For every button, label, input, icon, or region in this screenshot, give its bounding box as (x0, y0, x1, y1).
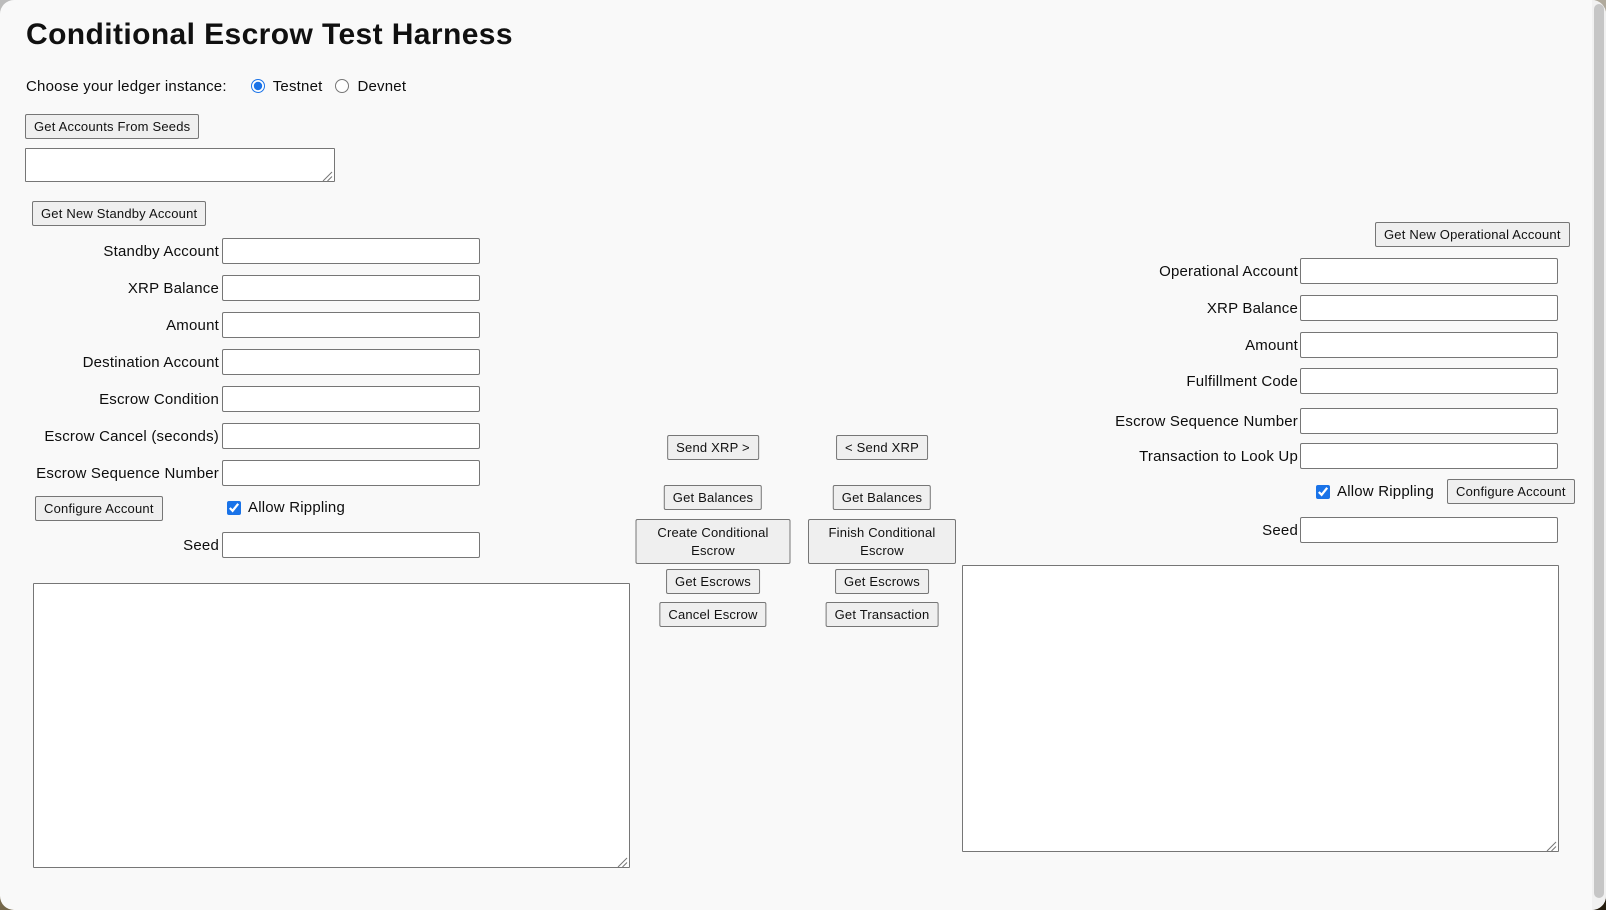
create-conditional-escrow-button[interactable]: Create Conditional Escrow (636, 519, 791, 564)
get-new-standby-account-button[interactable]: Get New Standby Account (32, 201, 206, 226)
get-new-operational-account-button[interactable]: Get New Operational Account (1375, 222, 1570, 247)
cancel-escrow-button[interactable]: Cancel Escrow (659, 602, 766, 627)
form-row (0, 460, 480, 486)
standby-account-field[interactable] (222, 238, 480, 264)
operational-amount-field[interactable] (1300, 332, 1558, 358)
form-row (1040, 408, 1558, 434)
operational-allow-rippling-checkbox[interactable] (1316, 485, 1330, 499)
operational-escrow-sequence-label: Escrow Sequence Number (1115, 412, 1298, 430)
form-row (1040, 517, 1558, 543)
form-row (0, 312, 480, 338)
standby-configure-account-button[interactable]: Configure Account (35, 496, 163, 521)
get-accounts-from-seeds-button[interactable]: Get Accounts From Seeds (25, 114, 199, 139)
vertical-scrollbar[interactable] (1592, 0, 1606, 910)
get-escrows-standby-button[interactable]: Get Escrows (666, 569, 760, 594)
form-row (0, 532, 480, 558)
standby-results-textarea[interactable] (33, 583, 630, 868)
standby-allow-rippling-checkbox[interactable] (227, 501, 241, 515)
operational-results-textarea[interactable] (962, 565, 1559, 852)
fulfillment-code-label: Fulfillment Code (1186, 372, 1298, 390)
operational-seed-label: Seed (1262, 521, 1298, 539)
operational-escrow-sequence-field[interactable] (1300, 408, 1558, 434)
ledger-option-devnet[interactable] (335, 78, 406, 95)
get-balances-standby-button[interactable]: Get Balances (664, 485, 762, 510)
operational-configure-account-button[interactable]: Configure Account (1447, 479, 1575, 504)
escrow-cancel-label: Escrow Cancel (seconds) (44, 427, 219, 445)
devnet-label: Devnet (357, 77, 407, 95)
operational-xrp-balance-field[interactable] (1300, 295, 1558, 321)
fulfillment-code-field[interactable] (1300, 368, 1558, 394)
get-escrows-operational-button[interactable]: Get Escrows (835, 569, 929, 594)
form-row (1040, 368, 1558, 394)
standby-account-label: Standby Account (103, 242, 219, 260)
ledger-chooser-label: Choose your ledger instance: (26, 77, 227, 95)
scrollbar-thumb[interactable] (1594, 4, 1604, 898)
standby-results-wrap (33, 583, 630, 868)
standby-escrow-sequence-label: Escrow Sequence Number (36, 464, 219, 482)
operational-allow-rippling (1316, 479, 1575, 504)
destination-account-field[interactable] (222, 349, 480, 375)
form-row (0, 423, 480, 449)
devnet-radio[interactable] (335, 79, 349, 93)
standby-xrp-balance-label: XRP Balance (127, 279, 219, 297)
ledger-option-testnet[interactable] (251, 78, 323, 95)
get-transaction-button[interactable]: Get Transaction (826, 602, 939, 627)
testnet-label: Testnet (272, 77, 323, 95)
operational-allow-rippling-label: Allow Rippling (1337, 483, 1435, 500)
operational-xrp-balance-label: XRP Balance (1206, 299, 1298, 317)
seeds-textarea[interactable] (25, 148, 335, 182)
page-title: Conditional Escrow Test Harness (26, 18, 513, 51)
escrow-condition-label: Escrow Condition (99, 390, 219, 408)
standby-allow-rippling (227, 499, 345, 516)
form-row (1040, 258, 1558, 284)
standby-allow-rippling-label: Allow Rippling (248, 499, 346, 516)
standby-seed-field[interactable] (222, 532, 480, 558)
destination-account-label: Destination Account (82, 353, 219, 371)
operational-account-label: Operational Account (1159, 262, 1298, 280)
form-row (0, 349, 480, 375)
form-row (0, 238, 480, 264)
ledger-chooser (26, 76, 406, 96)
standby-amount-label: Amount (166, 316, 219, 334)
transaction-lookup-field[interactable] (1300, 443, 1558, 469)
operational-seed-field[interactable] (1300, 517, 1558, 543)
operational-amount-label: Amount (1245, 336, 1298, 354)
form-row (1040, 443, 1558, 469)
seeds-textarea-wrap (25, 148, 335, 182)
testnet-radio[interactable] (251, 79, 265, 93)
standby-seed-label: Seed (183, 536, 219, 554)
transaction-lookup-label: Transaction to Look Up (1139, 447, 1298, 465)
form-row (0, 386, 480, 412)
get-balances-operational-button[interactable]: Get Balances (833, 485, 931, 510)
send-xrp-standby-button[interactable]: Send XRP > (667, 435, 759, 460)
escrow-condition-field[interactable] (222, 386, 480, 412)
standby-xrp-balance-field[interactable] (222, 275, 480, 301)
operational-account-field[interactable] (1300, 258, 1558, 284)
standby-amount-field[interactable] (222, 312, 480, 338)
form-row (1040, 332, 1558, 358)
form-row (0, 275, 480, 301)
send-xrp-operational-button[interactable]: < Send XRP (836, 435, 928, 460)
escrow-cancel-field[interactable] (222, 423, 480, 449)
finish-conditional-escrow-button[interactable]: Finish Conditional Escrow (808, 519, 956, 564)
standby-escrow-sequence-field[interactable] (222, 460, 480, 486)
operational-results-wrap (962, 565, 1559, 852)
form-row (1040, 295, 1558, 321)
